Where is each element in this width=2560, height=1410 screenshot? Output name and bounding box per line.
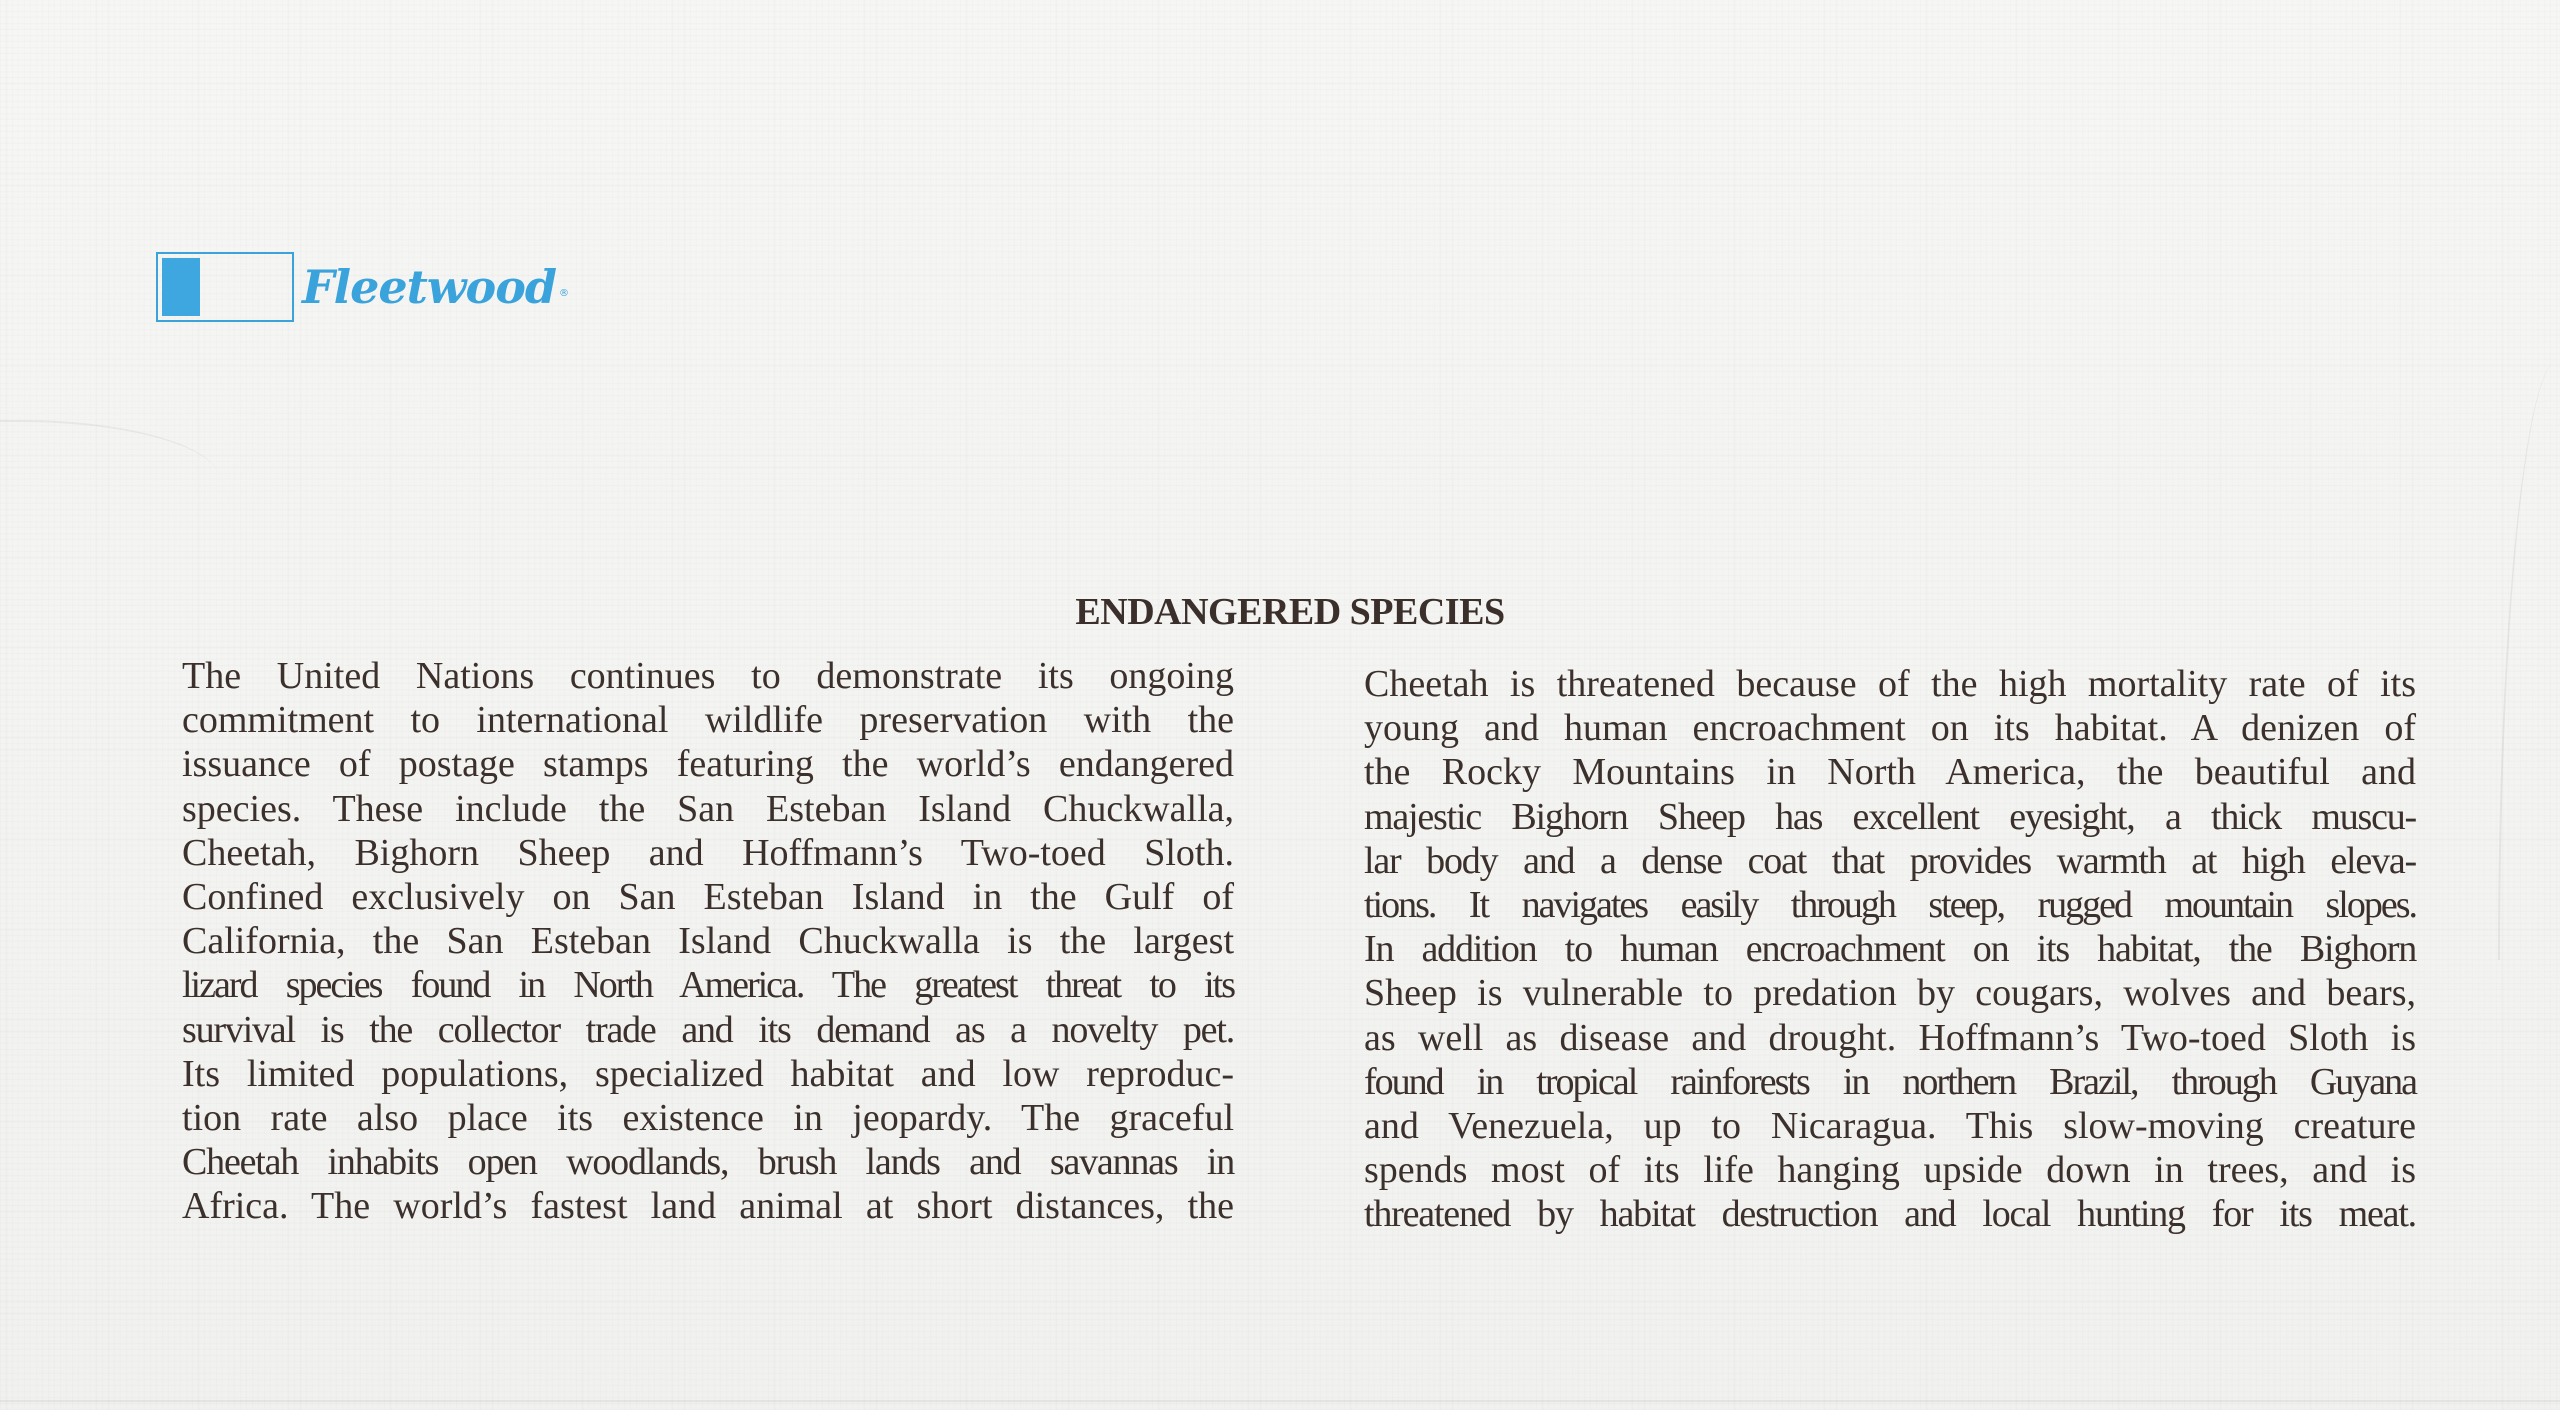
text-column-right xyxy=(1364,662,2416,1236)
text-line: Cheetah, Bighorn Sheep and Hoffmann’s Two-toed Sloth. xyxy=(182,831,1234,874)
text-line: and Venezuela, up to Nicaragua. This slow-moving creature xyxy=(1364,1104,2416,1147)
text-line: California, the San Esteban Island Chuckwalla is the largest xyxy=(182,920,1234,963)
text-line: threatened by habitat destruction and local hunting for its meat. xyxy=(1364,1193,2416,1236)
text-line: survival is the collector trade and its demand as a novelty pet. xyxy=(182,1008,1234,1051)
fleetwood-logo xyxy=(156,250,569,324)
text-line: Cheetah inhabits open woodlands, brush lands and savannas in xyxy=(182,1141,1234,1184)
text-line: species. These include the San Esteban Island Chuckwalla, xyxy=(182,787,1234,830)
envelope-fold-bottom xyxy=(0,1400,2560,1402)
text-line: Its limited populations, specialized habitat and low reproduc- xyxy=(182,1052,1234,1095)
logo-brand-text: Fleetwood xyxy=(302,260,557,314)
text-line: In addition to human encroachment on its habitat, the Bighorn xyxy=(1364,928,2416,971)
text-line: majestic Bighorn Sheep has excellent eyesight, a thick muscu- xyxy=(1364,795,2416,838)
logo-box-fill xyxy=(162,258,200,316)
envelope-fold-left xyxy=(0,420,220,482)
page-title: ENDANGERED SPECIES xyxy=(1075,591,1505,633)
text-column-left xyxy=(182,654,1234,1228)
text-line: issuance of postage stamps featuring the world’s endangered xyxy=(182,743,1234,786)
text-line: lar body and a dense coat that provides warmth at high eleva- xyxy=(1364,839,2416,882)
text-line: Africa. The world’s fastest land animal at short distances, the xyxy=(182,1185,1234,1228)
text-line: tions. It navigates easily through steep, rugged mountain slopes. xyxy=(1364,883,2416,926)
envelope-fold-right xyxy=(2498,360,2560,960)
text-line: tion rate also place its existence in jeopardy. The graceful xyxy=(182,1096,1234,1139)
text-line: the Rocky Mountains in North America, the beautiful and xyxy=(1364,751,2416,794)
text-line: Confined exclusively on San Esteban Island in the Gulf of xyxy=(182,875,1234,918)
text-line: spends most of its life hanging upside down in trees, and is xyxy=(1364,1149,2416,1192)
text-line: commitment to international wildlife preservation with the xyxy=(182,699,1234,742)
text-line: The United Nations continues to demonstrate its ongoing xyxy=(182,655,1234,697)
text-line: young and human encroachment on its habitat. A denizen of xyxy=(1364,707,2416,750)
text-line: found in tropical rainforests in northern Brazil, through Guyana xyxy=(1364,1060,2416,1103)
text-line: lizard species found in North America. The greatest threat to its xyxy=(182,964,1234,1007)
logo-box-icon xyxy=(156,252,294,322)
text-line: Cheetah is threatened because of the high mortality rate of its xyxy=(1364,663,2416,705)
logo-registered-mark: ® xyxy=(559,287,570,299)
text-line: Sheep is vulnerable to predation by cougars, wolves and bears, xyxy=(1364,972,2416,1015)
text-line: as well as disease and drought. Hoffmann’s Two-toed Sloth is xyxy=(1364,1016,2416,1059)
